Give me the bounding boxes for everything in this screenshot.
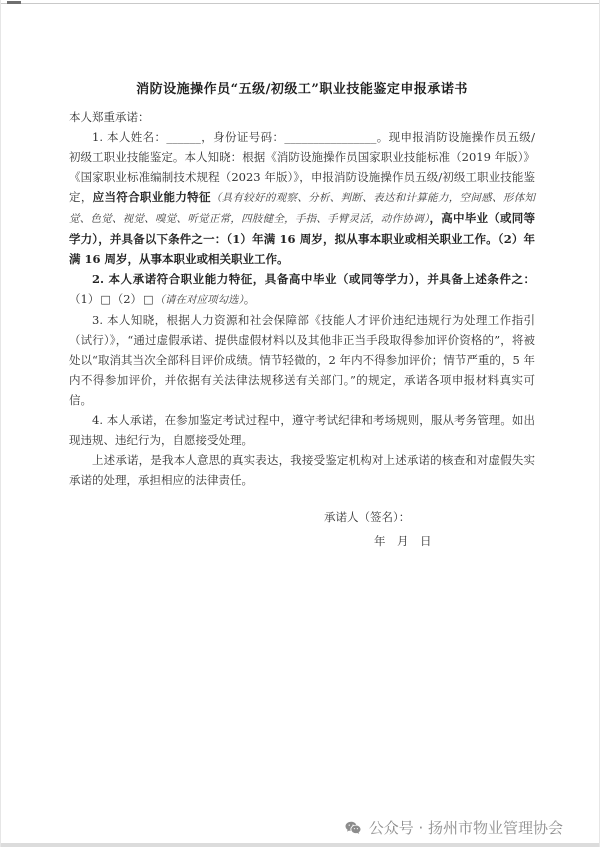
p2-bold-lead: 2. 本人承诺符合职业能力特征，具备高中毕业（或同等学力），并具备上述条件之： — [92, 272, 535, 286]
footer-bar — [344, 817, 563, 838]
option-1-label: （1） — [69, 292, 100, 306]
p1-bold-tail: ，高中毕业（或同等学力），并具备以下条件之一：（1）年满 16 周岁，拟从事本职业或相关职业工作。（2）年满 16 周岁，从事本职业或相关职业工作。 — [69, 211, 535, 266]
paragraph-2 — [69, 269, 535, 310]
option-2-label: （2） — [111, 292, 143, 306]
paragraph-3: 3. 本人知晓，根据人力资源和社会保障部《技能人才评价违纪违规行为处理工作指引（试行）》，“通过虚假承诺、提供虚假材料以及其他非正当手段取得参加评价资格的”，将被处以“取消其当次全部科目评价成绩。情节轻微的，2 年内不得参加评价；情节严重的，5 年内不得参加评价，并依据有关法律法规移送有关部门。”的规定，承诺各项申报材料真实可信。 — [69, 313, 535, 407]
p2-select-note: （请在对应项勾选） — [154, 294, 244, 306]
paragraph-1 — [69, 127, 535, 269]
signer-label: 承诺人（签名）： — [324, 510, 411, 524]
intro-line: 本人郑重承诺： — [69, 110, 150, 124]
page-bottom-edge — [1, 843, 599, 847]
document-content — [1, 0, 599, 552]
p1-ability-note: （具有较好的观察、分析、判断、表达和计算能力，空间感、形体知觉、色觉、视觉、嗅觉、听觉正常，四肢健全，手指、手臂灵活，动作协调） — [69, 192, 536, 225]
checkbox-option-1[interactable]: □ — [100, 293, 111, 306]
footer-text: 公众号 · 扬州市物业管理协会 — [368, 819, 563, 837]
wechat-icon — [344, 819, 362, 837]
p2-period: 。 — [243, 292, 256, 306]
page-top-border — [1, 3, 599, 4]
date-label: 年 月 日 — [374, 534, 432, 548]
checkbox-option-2[interactable]: □ — [143, 293, 154, 306]
document-title: 消防设施操作员“五级/初级工”职业技能鉴定申报承诺书 — [136, 82, 468, 97]
signature-block — [69, 506, 535, 552]
p1-text: 1. 本人姓名：______，身份证号码：________________。现申报消防设施操作员五级/初级工职业技能鉴定。本人知晓：根据《消防设施操作员国家职业技能标准（2019 年版）》《国家职业标准编制技术规程（2023 年版）》，申报消防设施操作员五级/初级工职业技能鉴定， — [69, 130, 535, 204]
p1-bold-lead: 应当符合职业能力特征 — [92, 190, 211, 204]
scan-corner-artifact — [7, 1, 21, 4]
paragraph-4: 4. 本人承诺，在参加鉴定考试过程中，遵守考试纪律和考场规则，服从考务管理。如出现违规、违纪行为，自愿接受处理。 — [69, 413, 535, 447]
paragraph-5: 上述承诺，是我本人意思的真实表达，我接受鉴定机构对上述承诺的核查和对虚假失实承诺的处理，承担相应的法律责任。 — [69, 453, 535, 487]
